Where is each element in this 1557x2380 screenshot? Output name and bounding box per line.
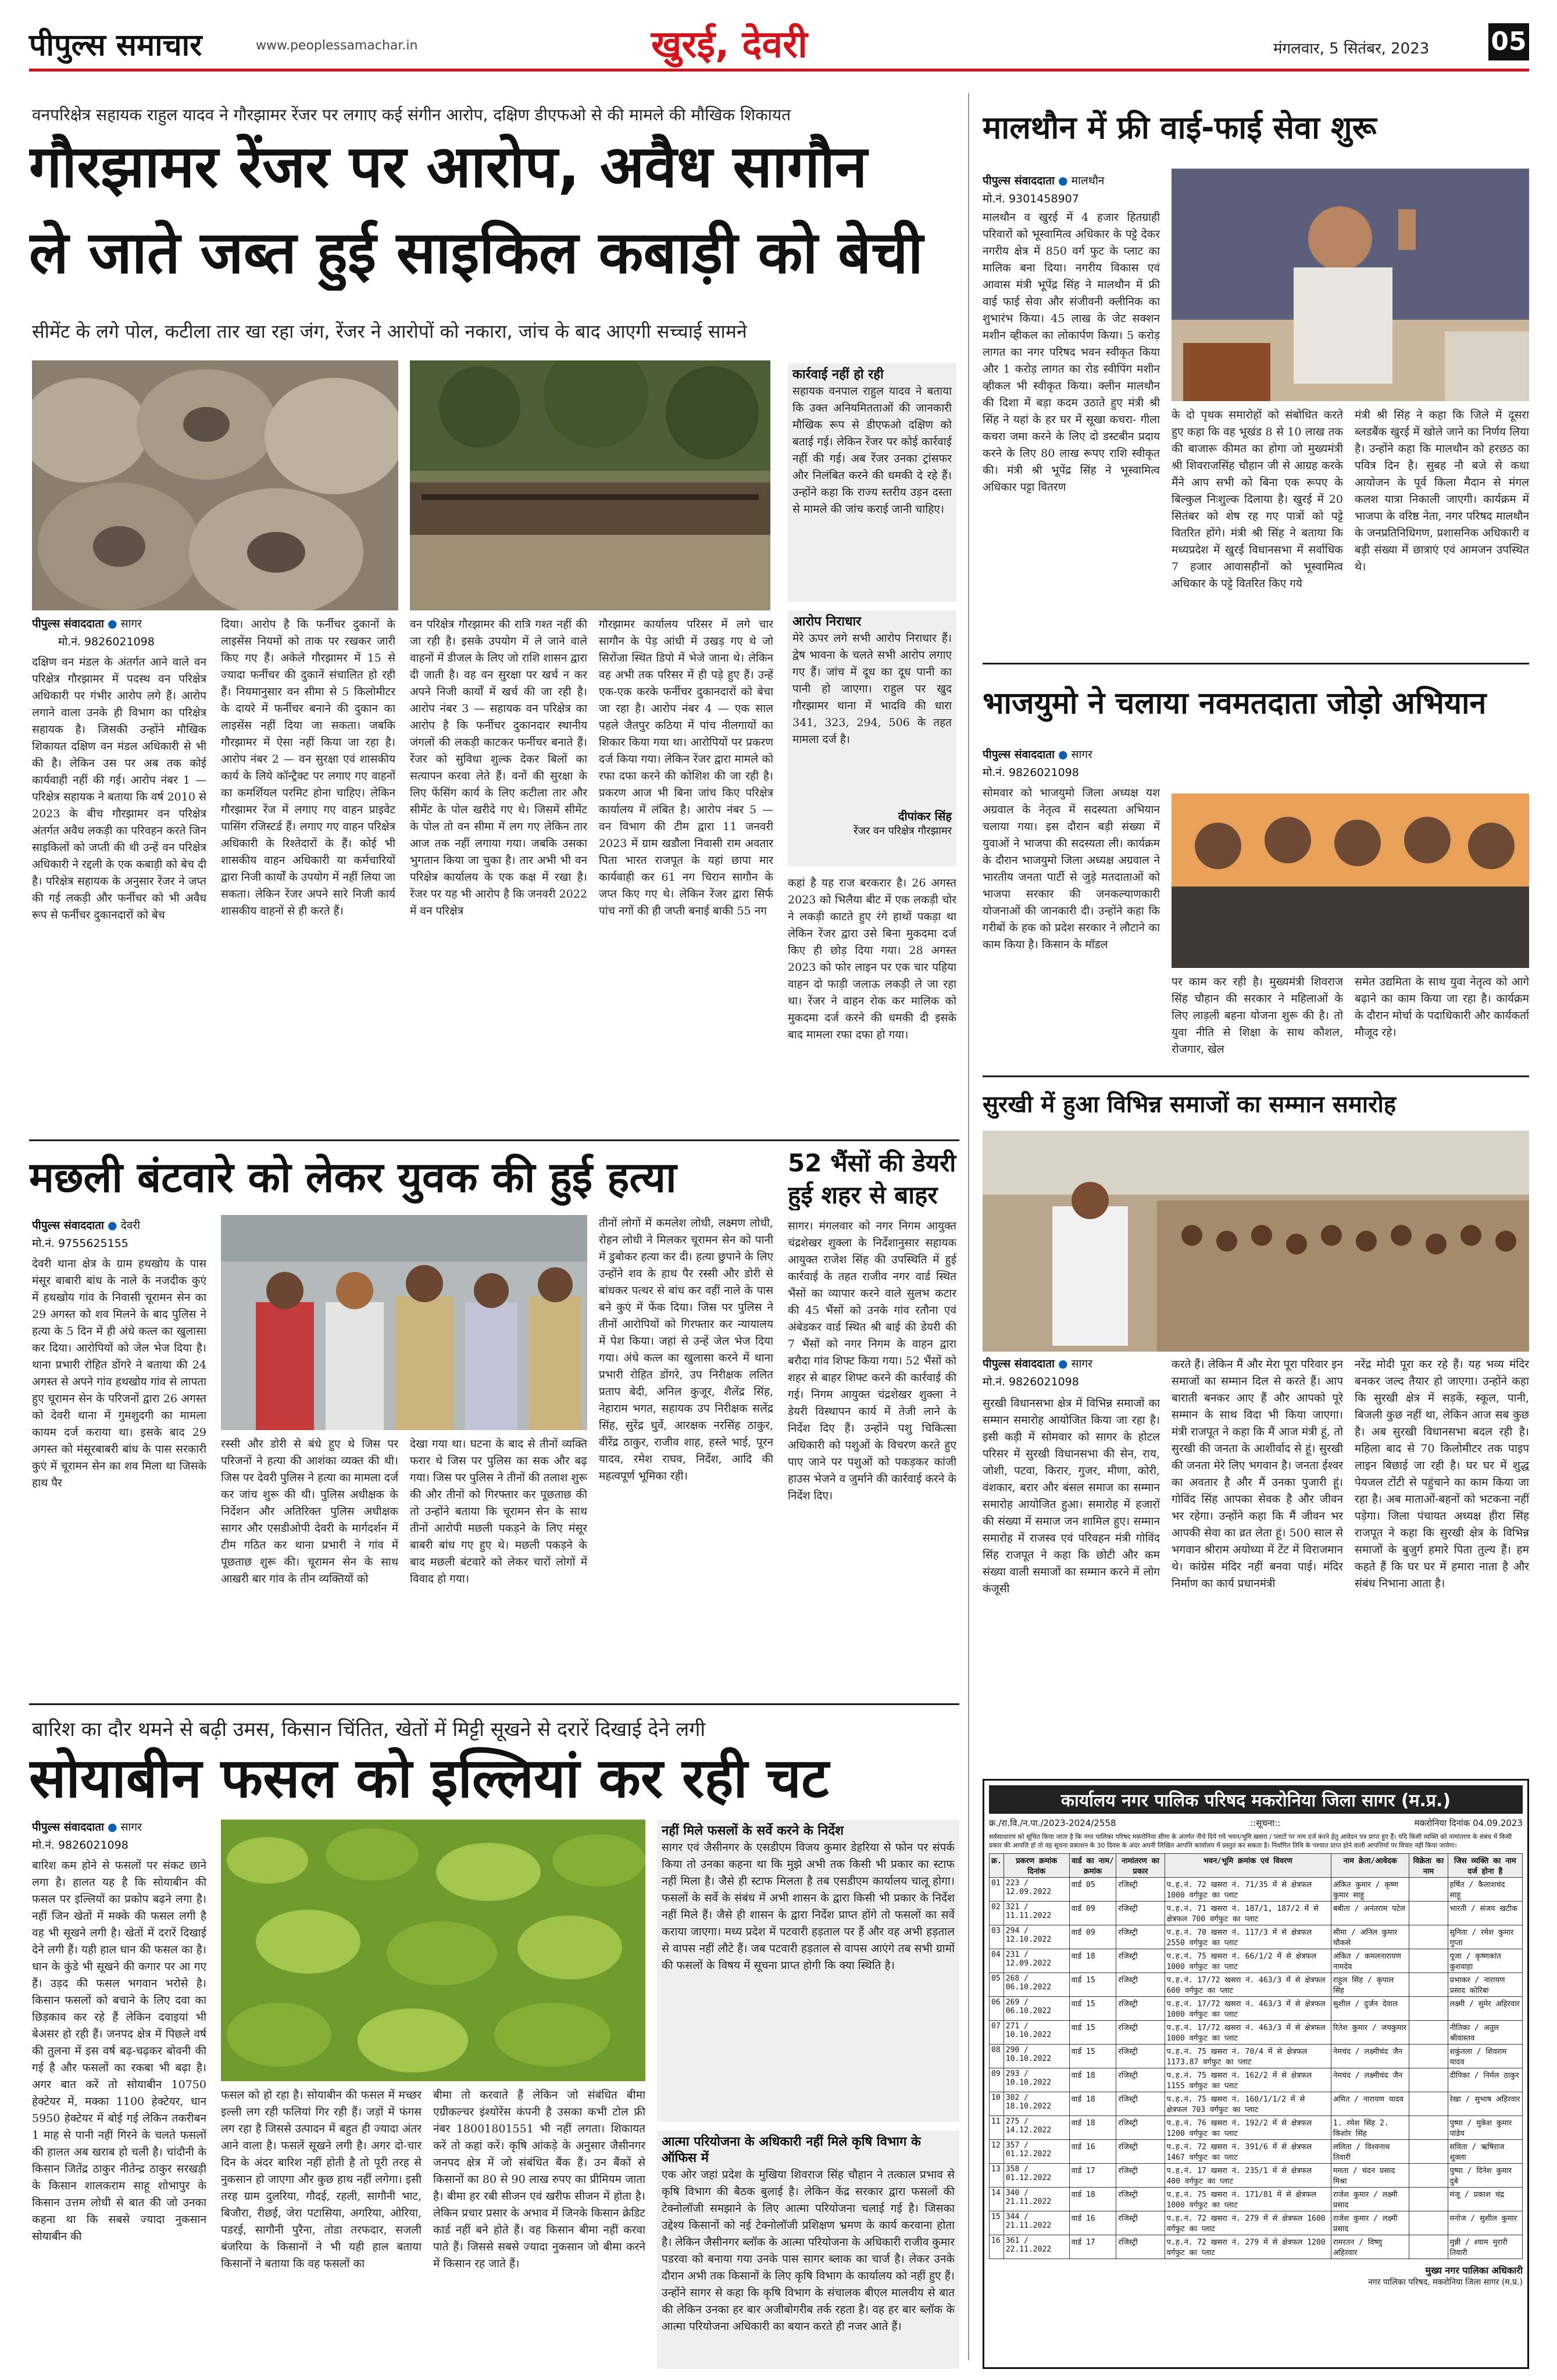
byline-place: सागर — [1071, 748, 1092, 761]
fish-headline: मछली बंटवारे को लेकर युवक की हुई हत्या — [29, 1153, 677, 1202]
rain-byline — [32, 1820, 206, 1835]
table-cell: 358 / 01.12.2022 — [1004, 2164, 1069, 2188]
notice-header-cell: नाम क्रेता/आवेदक — [1331, 1854, 1409, 1878]
samaj-headline: सुरखी में हुआ विभिन्न समाजों का सम्मान समारोह — [983, 1091, 1397, 1118]
table-cell: 09 — [990, 2068, 1004, 2092]
table-cell: रजिस्ट्री — [1116, 1925, 1165, 1949]
table-cell: प.ह.नं. 71 खसरा नं. 187/1, 187/2 में से क्षेत्रफल 700 वर्गफुट का प्लाट — [1165, 1902, 1331, 1925]
table-cell: रजिस्ट्री — [1116, 2021, 1165, 2045]
byline-name: पीपुल्स संवाददाता — [983, 174, 1055, 187]
samaj-mobile: मो.नं. 9826021098 — [983, 1375, 1079, 1388]
dairy-text: सागर। मंगलवार को नगर निगम आयुक्त चंद्रशेखर शुक्ला के निर्देशानुसार सहायक आयुक्त राजेश सिंह की उपस्थिति में हुई कार्रवाई के तहत राजीव नगर वार्ड स्थित भैंसों का व्यापार करने वाले सुलभ कटार की 45 भैंसों को उनके गांव रतौना एवं अंबेडकर वार्ड स्थित श्री बाई की डेयरी की 7 भैंसों को नगर निगम के वाहन द्वारा बरौदा गांव शिफ्ट किया गया। 52 भैंसों को शहर से बाहर शिफ्ट करने की कार्रवाई की गई। निगम आयुक्त चंद्रशेखर शुक्ला ने डेयरी विस्थापन कार्य में तेजी लाने के निर्देश दिए हैं। उन्होंने पशु चिकित्सा अधिकारी को पशुओं के विचरण करते हुए पाए जाने पर पशुओं को पकड़कर कांजी हाउस भेजने व जुर्माने की कार्रवाई करने के निर्देश दिए। — [788, 1220, 956, 1502]
box-signature-name: दीपांकर सिंह — [898, 809, 952, 823]
notice-header-cell: जिस व्यक्ति का नाम दर्ज होना है — [1448, 1854, 1522, 1878]
rain-mobile: मो.नं. 9826021098 — [32, 1839, 128, 1852]
notice-header-cell: नामांतरण का प्रकार — [1116, 1854, 1165, 1878]
table-cell: रजिस्ट्री — [1116, 2188, 1165, 2211]
fish-mobile: मो.नं. 9755625155 — [32, 1237, 128, 1250]
municipal-notice — [983, 1779, 1529, 2369]
section-rule — [983, 663, 1529, 664]
table-cell: शकुंतला / शिवराम यादव — [1448, 2045, 1522, 2068]
table-cell: 344 / 21.11.2022 — [1004, 2211, 1069, 2235]
table-cell: 361 / 22.11.2022 — [1004, 2235, 1069, 2259]
table-cell: रितेश कुमार / जयकुमार — [1331, 2021, 1409, 2045]
table-cell: वार्ड 18 — [1069, 2068, 1116, 2092]
malthoun-column-3: मंत्री श्री सिंह ने कहा कि जिले में दूसरा ब्लडबैंक खुरई में खोले जाने का निर्णय लिया है। उन्होंने कहा कि मालथौन को हरछठ का पवित्र दिन है। सुबह नौ बजे से कथा आयोजन के पूर्व किला मैदान से मंगल कलश यात्रा निकाली जाएगी। कार्यक्रम में भाजपा के वरिष्ठ नेता, नगर परिषद मालथौन के जनप्रतिनिधिगण, प्रशासनिक अधिकारी व बड़ी संख्या में छात्राएं एवं आमजन उपस्थित थे। — [1355, 409, 1529, 573]
table-cell: 302 / 18.10.2022 — [1004, 2092, 1069, 2116]
malthoun-mobile: मो.नं. 9301458907 — [983, 192, 1079, 205]
table-cell — [1409, 1878, 1448, 1902]
lead-headline-line1: गौरझामर रेंजर पर आरोप, अवैध सागौन — [29, 133, 867, 201]
notice-header-row — [990, 1854, 1523, 1878]
photo-soybean-leaves — [221, 1820, 645, 2081]
table-cell: 275 / 14.12.2022 — [1004, 2116, 1069, 2140]
notice-header-cell: विक्रेता का नाम — [1409, 1854, 1448, 1878]
box-text: सागर एवं जैसीनगर के एसडीएम विजय कुमार डेहरिया से फोन पर संपर्क किया तो उनका कहना था कि मुझे अभी तक किसी भी प्रकार का स्टाफ नहीं मिला है। जैसे ही स्टाफ मिलता है तब एसडीएम कार्यालय चालू होगा। फसलों के सर्वे के संबंध में अभी शासन के द्वारा किसी भी प्रकार के निर्देश नहीं मिले हैं। जैसे ही शासन के द्वारा निर्देश प्राप्त होंगे तो फसलों का सर्वे कराया जाएगा। मध्य प्रदेश में पटवारी हड़ताल पर हैं और वह अभी हड़ताल से वापस नहीं लौटे हैं। जब पटवारी हड़ताल से वापस आएंगे तब सभी ग्रामों की फसलों के विषय में सूचना प्राप्त होगी कि क्या स्थिति है। — [662, 1841, 955, 1972]
samaj-column-2: करते हैं। लेकिन मैं और मेरा पूरा परिवार इन समाजों का सम्मान दिल से करते हैं। आप बाराती बनकर आए हैं और आपको पूरे सम्मान के साथ विदा भी किया जाएगा। मंत्री राजपूत ने कहा कि मैं आज मंत्री हूं, तो सुरखी की जनता के आशीर्वाद से हूं। सुरखी की जनता मेरे लिए भगवान है। जनता ईश्वर का अवतार है और मैं उनका पुजारी हूं। गोविंद सिंह आपका सेवक है और जीवन भर रहेगा। उन्होंने कहा कि मैं जीवन भर आपकी सेवा का व्रत लेता हूं। 500 साल से भगवान श्रीराम अयोध्या में टेंट में विराजमान थे। कांग्रेस मंदिर नहीं बनवा पाई। मंदिर निर्माण का कार्य प्रधानमंत्री — [1172, 1358, 1343, 1590]
table-cell: 06 — [990, 1997, 1004, 2021]
box-signature-title: रेंजर वन परिक्षेत्र गौरझामर — [854, 825, 952, 837]
samaj-column-3: नरेंद्र मोदी पूरा कर रहे हैं। यह भव्य मंदिर बनकर जल्द तैयार हो जाएगा। उन्होंने कहा कि सुरखी क्षेत्र में सड़कें, स्कूल, पानी, बिजली कुछ नहीं था, लेकिन आज सब कुछ है। अब सुरखी विधानसभा बदल रही है। महिला बाद से 70 किलोमीटर तक पाइप लाइन बिछाई जा रही है। घर घर में शुद्ध पेयजल टोंटी से पहुंचाने का काम किया जा रहा है। अब माताओं-बहनों को भटकना नहीं पड़ेगा। जिला पंचायत अध्यक्ष हीरा सिंह राजपूत ने कहा कि सुरखी क्षेत्र के विभिन्न समाजों के बुजुर्ग हमारे पिता तुल्य हैं। हम कहते हैं कि घर घर में हमारा नाता है और संबंध निभाना आता है। — [1355, 1358, 1529, 1590]
table-cell: 11 — [990, 2116, 1004, 2140]
table-cell — [1409, 1949, 1448, 1973]
lead-kicker: वनपरिक्षेत्र सहायक राहुल यादव ने गौरझामर रेंजर पर लगाए कई संगीन आरोप, दक्षिण डीएफओ से की मामले की मौखिक शिकायत — [32, 105, 791, 124]
table-cell — [1409, 2140, 1448, 2164]
photo-accused-police — [221, 1215, 587, 1430]
bjym-column-2: पर काम कर रही है। मुख्यमंत्री शिवराज सिंह चौहान की सरकार ने महिलाओं के लिए लाड़ली बहना योजना शुरू की है। तो युवा नीति से शिक्षा के साथ कौशल, रोजगार, खेल — [1172, 975, 1343, 1056]
table-cell: अंकित कुमार / कृष्ण कुमार साहू — [1331, 1878, 1409, 1902]
table-row — [990, 2116, 1523, 2140]
table-cell: राजेश कुमार / लक्ष्मी प्रसाद — [1331, 2211, 1409, 2235]
table-cell: नेमचंद / लक्ष्मीचंद जैन — [1331, 2045, 1409, 2068]
table-cell: प.ह.नं. 17/72 खसरा नं. 463/3 में से क्षेत्रफल 600 वर्गफुट का प्लाट — [1165, 1973, 1331, 1997]
table-cell: 04 — [990, 1949, 1004, 1973]
byline-place: सागर — [120, 1821, 142, 1834]
byline-name: पीपुल्स संवाददाता — [983, 748, 1055, 761]
samaj-byline — [983, 1356, 1157, 1371]
masthead-rule — [29, 69, 1529, 72]
table-cell: वार्ड 17 — [1069, 2164, 1116, 2188]
table-cell: रजिस्ट्री — [1116, 2140, 1165, 2164]
page-number: 05 — [1488, 23, 1529, 60]
table-cell: रजिस्ट्री — [1116, 1949, 1165, 1973]
logo: पीपुल्स समाचार — [29, 28, 202, 63]
table-cell — [1409, 2045, 1448, 2068]
table-cell: प.ह.नं. 75 खसरा नं. 162/2 में से क्षेत्रफल 1155 वर्गफुट का प्लाट — [1165, 2068, 1331, 2092]
table-cell: वार्ड 16 — [1069, 2211, 1116, 2235]
notice-table-body — [990, 1878, 1523, 2259]
table-cell: 02 — [990, 1902, 1004, 1925]
table-cell: वार्ड 18 — [1069, 2092, 1116, 2116]
table-row — [990, 2211, 1523, 2235]
box-text: सहायक वनपाल राहुल यादव ने बताया कि उक्त अनियमितताओं की जानकारी मौखिक रूप से डीएफओ दक्षिण को बताई गई। लेकिन रेंजर पर कोई कार्रवाई नहीं की गई। अब रेंजर उनका ट्रांसफर और निलंबित करने की धमकी दे रहे हैं। उन्होंने कहा कि राज्य स्तरीय उड़न दस्ता से मामले की जांच कराई जानी चाहिए। — [792, 385, 952, 516]
table-cell: वार्ड 15 — [1069, 2045, 1116, 2068]
table-cell: वार्ड 18 — [1069, 1949, 1116, 1973]
rain-column-2: फसल को हो रहा है। सोयाबीन की फसल में मच्छर इल्ली लग रही फलियां गिर रही हैं। जड़ों में फंगस लग रहा है जिससे उत्पादन में बहुत ही ज्यादा अंतर आने वाला है। फसलें सूखने लगी है। अगर दो-चार दिन के अंदर बारिश नहीं होती है तो पूरी तरह से नुकसान हो जाएगा और कुछ हाथ नहीं लगेगा। इसी तरह ग्राम दुलरिया, गौदई, रहली, सागौनी भाट, बिजौरा, रीछई, जेरा पटासिया, अगरिया, ओरिया, पडरई, सागौनी पुरैना, तोडा तरफदार, सजली बंजरिया के किसानों ने भी यही हाल बताया किसानों ने बताया कि वह फसलों का — [221, 2089, 422, 2270]
notice-header-cell: क्र. — [990, 1854, 1004, 1878]
table-cell: 16 — [990, 2235, 1004, 2259]
dairy-headline-line2: हुई शहर से बाहर — [788, 1181, 938, 1209]
table-cell: प.ह.नं. 75 खसरा नं. 66/1/2 में से क्षेत्रफल 1000 वर्गफुट का प्लाट — [1165, 1949, 1331, 1973]
table-cell — [1409, 1973, 1448, 1997]
table-cell: नेमचंद / लक्ष्मीचंद जैन — [1331, 2068, 1409, 2092]
table-cell: 231 / 12.09.2022 — [1004, 1949, 1069, 1973]
table-cell: राजेश कुमार / लक्ष्मी प्रसाद — [1331, 2188, 1409, 2211]
rain-headline: सोयाबीन फसल को इल्लियां कर रही चट — [29, 1747, 829, 1810]
table-cell: 290 / 10.10.2022 — [1004, 2045, 1069, 2068]
notice-table — [989, 1853, 1523, 2259]
table-cell: 15 — [990, 2211, 1004, 2235]
table-row — [990, 1973, 1523, 1997]
table-cell: मनोज / सुशील कुमार — [1448, 2211, 1522, 2235]
table-cell: रजिस्ट्री — [1116, 1878, 1165, 1902]
table-cell: रजिस्ट्री — [1116, 2211, 1165, 2235]
notice-header-cell: प्रकरण क्रमांक दिनांक — [1004, 1854, 1069, 1878]
lead-column-4: गौरझामर कार्यालय परिसर में लगे चार सागौन के पेड़ आंधी में उखड़ गए थे जो सिरोंजा स्थित डिपो में भेजे जाना थे। लेकिन वह अभी तक परिसर में ही पड़े हुए हैं। उन्हें एक-एक करके फर्नीचर दुकानदारों को बेचा जा रहा है। आरोप नंबर 4 — एक साल पहले जैतपुर कठिया में पांच नीलगायों का शिकार किया गया था। आरोपियों पर प्रकरण दर्ज किया गया। लेकिन रेंजर द्वारा मामले को रफा दफा करने की कोशिश की जा रही है। प्रकरण आज भी बिना जांच किए परिक्षेत्र कार्यालय में लंबित है। आरोप नंबर 5 — वन विभाग की टीम द्वारा 11 जनवरी 2023 में ग्राम खडौला निवासी राम अवतार पिता भारत राजपूत के यहां छापा मार कार्यवाही कर 61 नग चिरान सागौन के जप्त किए गए थे। लेकिन रेंजर द्वारा सिर्फ पांच नगों की ही जप्ती बनाई बाकी 55 नग — [599, 618, 773, 917]
table-cell: हर्षित / कैलाशचंद साहू — [1448, 1878, 1522, 1902]
table-cell — [1409, 1997, 1448, 2021]
notice-intro: सर्वसाधारण को सूचित किया जाता है कि नगर पालिका परिषद मकरोनिया सीमा के अंतर्गत नीचे दिये गये भवन/भूमि खसरा / प्लाटों पर नाम दर्ज करने हेतु आवेदन पत्र प्राप्त हुए हैं। यदि किसी व्यक्ति को नामांतरण के संबंध में किसी प्रकार की आपत्ति हो तो वह सूचना प्रकाशन के 30 दिवस के अंदर अपनी लिखित आपत्ति कार्यालय में प्रस्तुत कर सकता है। निर्धारित तिथि के पश्चात प्राप्त होने वाली आपत्तियों पर विचार नहीं किया जावेगा। — [989, 1833, 1512, 1849]
table-cell — [1409, 2068, 1448, 2092]
lead-box-no-action — [788, 363, 956, 602]
table-row — [990, 2188, 1523, 2211]
table-cell: भारती / संजय खटीक — [1448, 1902, 1522, 1925]
notice-refline — [989, 1817, 1523, 1829]
table-cell: सुशील / दुर्जन देवाल — [1331, 1997, 1409, 2021]
byline-place: मालथौन — [1071, 174, 1105, 187]
website[interactable]: www.peoplessamachar.in — [256, 38, 418, 53]
table-cell: वार्ड 17 — [1069, 2235, 1116, 2259]
table-cell: प.ह.नं. 75 खसरा नं. 160/1/1/2 में से क्षेत्रफल 703 वर्गफुट का प्लाट — [1165, 2092, 1331, 2116]
bjym-column-3: समेत उद्यमिता के साथ युवा नेतृत्व को आगे बढ़ाने का काम किया जा रहा है। कार्यक्रम के दौरान मोर्चा के पदाधिकारी और कार्यकर्ता मौजूद रहे। — [1355, 975, 1529, 1039]
fish-column-2: रस्सी और डोरी से बंधे हुए थे जिस पर परिजनों ने हत्या की आशंका व्यक्त की थी। जिस पर देवरी पुलिस ने हत्या का मामला दर्ज कर जांच शुरू की थी। पुलिस अधीक्षक के निर्देशन और अतिरिक्त पुलिस अधीक्षक सागर और एसडीओपी देवरी के मार्गदर्शन में टीम गठित कर थाना प्रभारी ने गांव में पूछताछ शुरू की। चूरामन सेन के साथ आखरी बार गांव के तीन व्यक्तियों को — [221, 1438, 398, 1585]
box-text: एक ओर जहां प्रदेश के मुखिया शिवराज सिंह चौहान ने तत्काल प्रभाव से कृषि विभाग की बैठक बुलाई है। लेकिन केंद्र सरकार द्वारा फसलों की टेक्नोलॉजी समझाने के लिए आत्मा परियोजना चलाई गई है। जिसका उद्देश्य किसानों को नई टेक्नोलॉजी प्रशिक्षण भ्रमण के कार्य करवाना होता है। लेकिन जैसीनगर ब्लॉक के आत्मा परियोजना के अधिकारी राजीव कुमार पडरवा को बनाया गया उनके पास सागर ब्लाक का चार्ज है। लेकर उनके दौरान अभी तक किसानों के लिए कृषि विभाग के कार्यालय को नहीं हुए हैं। उन्होंने सागर से कहा कि कृषि विभाग के संचालक बीएल मालवीय से बात की लेकिन उनका हर बार अजीबोगरीब तर्क रहता है। वह हर बार ब्लॉक के आत्मा परियोजना अधिकारी का बयान करते ही नजर आते हैं। — [662, 2168, 955, 2333]
malthoun-column-1: मालथौन व खुरई में 4 हजार हितग्राही परिवारों को भूस्वामित्व अधिकार के पट्टे देकर नगरीय क्षेत्र में 850 वर्ग फुट के प्लाट का मालिक बना दिया। नगरीय विकास एवं आवास मंत्री भूपेंद्र सिंह ने मालथौन में फ्री वाई फाई सेवा और संजीवनी क्लीनिक का शुभारंभ किया। 45 लाख के जेट सक्शन मशीन व्हीकल का लोकार्पण किया। 5 करोड़ लागत का नगर परिषद भवन स्वीकृत किया और 1 करोड़ लागत का रोड स्वीपिंग मशीन व्हीकल भी स्वीकृत किया। क्लीन मालथौन की दिशा में बड़ा कदम उठाते हुए मंत्री श्री सिंह ने यहां के हर घर में सूखा कचरा- गीला कचरा जमा करने के लिए दो डस्टबीन प्रदाय करने के लिए 80 लाख रूपए राशि स्वीकृत की। मंत्री श्री भूपेंद्र सिंह ने भूस्वामित्व अधिकार पट्टा वितरण — [983, 211, 1160, 494]
table-cell: प.ह.नं. 72 खसरा नं. 279 में से क्षेत्रफल 1200 वर्गफुट का प्लाट — [1165, 2235, 1331, 2259]
table-cell: 1. रमेश सिंह 2. किशोर सिंह — [1331, 2116, 1409, 2140]
fish-column-1: देवरी थाना क्षेत्र के ग्राम हथखोय के पास मंसूर बाबारी बांध के नाले के नजदीक कुएं में हथखोय गांव के निवासी चूरामन सेन का 29 अगस्त को शव मिलने के बाद पुलिस ने हत्या के 5 दिन में ही अंधे कत्ल का खुलासा कर दिया। आरोपियों को जेल भेज दिया है। थाना प्रभारी रोहित डोंगरे ने बताया की 24 अगस्त से अपने गांव हथखोय गांव से लापता हुए चूरामन सेन के परिजनों द्वारा 26 अगस्त को देवरी थाना में गुमशुदगी का मामला कायम दर्ज कराया था। इसके बाद 29 अगस्त को मंसूरबाबरी बांध के पास सरकारी कुएं में चूरामन सेन का शव मिला था जिसके हाथ पैर — [32, 1257, 206, 1489]
lead-box-baseless — [788, 610, 956, 866]
table-cell: प्रभाकर / नारायण प्रसाद कोरिबा — [1448, 1973, 1522, 1997]
section-rule — [29, 1703, 959, 1705]
table-cell: वार्ड 16 — [1069, 2140, 1116, 2164]
table-row — [990, 2235, 1523, 2259]
bjym-column-1: सोमवार को भाजयुमो जिला अध्यक्ष यश अग्रवाल के नेतृत्व में सदस्यता अभियान चलाया गया। इस दौरान बड़ी संख्या में युवाओं ने भाजपा की सदस्यता ली। कार्यक्रम के दौरान भाजयुमो जिला अध्यक्ष अग्रवाल ने भारतीय जनता पार्टी से जुड़े मतदाताओं को भाजपा सरकार की जनकल्याणकारी योजनाओं की जानकारी दी। उन्होंने कहा कि गरीबों के हक को प्रदेश सरकार ने लौटाने का काम किया है। किसान के मॉडल — [983, 787, 1160, 951]
table-cell: राहुल सिंह / कृपाल सिंह — [1331, 1973, 1409, 1997]
table-cell: बबीता / अनंतराम पटेल — [1331, 1902, 1409, 1925]
table-cell: सविता / ऋषिराज शुक्ला — [1448, 2140, 1522, 2164]
table-cell: प.ह.नं. 75 खसरा नं. 70/4 में से क्षेत्रफल 1173.87 वर्गफुट का प्लाट — [1165, 2045, 1331, 2068]
table-cell: प.ह.नं. 70 खसरा नं. 117/3 में से क्षेत्रफल 2550 वर्गफुट का प्लाट — [1165, 1925, 1331, 1949]
table-cell: प.ह.नं. 76 खसरा नं. 192/2 में से क्षेत्रफल 1200 वर्गफुट का प्लाट — [1165, 2116, 1331, 2140]
table-cell: 08 — [990, 2045, 1004, 2068]
table-cell: रजिस्ट्री — [1116, 1973, 1165, 1997]
section-title: खुरई, देवरी — [651, 23, 808, 66]
table-cell — [1409, 2235, 1448, 2259]
table-cell: 10 — [990, 2092, 1004, 2116]
notice-signature: मुख्य नगर पालिका अधिकारी — [1425, 2265, 1523, 2276]
table-cell: वार्ड 18 — [1069, 2188, 1116, 2211]
box-title: नहीं मिले फसलों के सर्वे करने के निर्देश — [662, 1824, 844, 1838]
column-divider — [968, 93, 969, 2360]
table-cell: रजिस्ट्री — [1116, 2045, 1165, 2068]
byline-dot-icon: ● — [1058, 174, 1068, 187]
dairy-headline-line1: 52 भैंसों की डेयरी — [788, 1149, 956, 1177]
table-cell: 03 — [990, 1925, 1004, 1949]
table-row — [990, 1997, 1523, 2021]
table-cell: रजिस्ट्री — [1116, 2092, 1165, 2116]
lead-column-3: वन परिक्षेत्र गौरझामर की रात्रि गश्त नहीं की जा रही है। इसके उपयोग में ले जाने वाले वाहनों में डीजल के लिए जो राशि शासन द्वारा दी जाती है। वह वन सुरक्षा पर खर्च न कर अपने निजी कार्यों में खर्च की जा रही है। आरोप नंबर 3 — सहायक वन परिक्षेत्र का आरोप है कि फर्नीचर दुकानदार स्थानीय जंगलों की लकड़ी काटकर फर्नीचर बनाते हैं। रेंजर को सुविधा शुल्क देकर बिलों का सत्यापन करवा लेते हैं। वनों की सुरक्षा के लिए फेंसिंग कार्य के लिए कटीला तार और सीमेंट के पोल खरीदे गए थे। जिसमें सीमेंट के पोल तो वन सीमा में लग गए लेकिन तार आज तक नहीं लगाया गया। जबकि उसका भुगतान किया जा चुका है। तार अभी भी वन परिक्षेत्र कार्यालय के एक कक्ष में रखा है। रेंजर पर यह भी आरोप है कि जनवरी 2022 में वन परिक्षेत्र — [410, 618, 587, 917]
lead-headline-line2: ले जाते जब्त हुई साइकिल कबाड़ी को बेची — [29, 219, 923, 287]
malthoun-headline: मालथौन में फ्री वाई-फाई सेवा शुरू — [983, 109, 1377, 146]
notice-label: ::सूचना:: — [1250, 1818, 1281, 1828]
date: मंगलवार, 5 सितंबर, 2023 — [1273, 40, 1430, 58]
table-cell — [1409, 1925, 1448, 1949]
table-cell: मुन्नी / श्याम मुरारी तिवारी — [1448, 2235, 1522, 2259]
table-cell: रजिस्ट्री — [1116, 2235, 1165, 2259]
notice-date: मकरोनिया दिनांक 04.09.2023 — [1414, 1818, 1523, 1828]
table-row — [990, 2021, 1523, 2045]
photo-bjym-group — [1172, 741, 1529, 968]
bjym-mobile: मो.नं. 9826021098 — [983, 766, 1079, 779]
fish-column-4: तीनों लोगों में कमलेश लोधी, लक्ष्मण लोधी, रोहन लोधी ने मिलकर चूरामन सेन को पानी में डुबोकर हत्या कर दी। हत्या छुपाने के लिए उन्होंने शव के हाथ पैर रस्सी और डोरी से बांधकर पत्थर से बांध कर वहीं नाले के पास बने कुएं में फेंक दिया। जिस पर पुलिस ने तीनों आरोपियों को गिरफ्तार कर न्यायालय में पेश किया। जहां से उन्हें जेल भेज दिया गया। अंधे कत्ल का खुलासा करने में थाना प्रभारी रोहित डोंगरे, उप निरीक्षक ललित प्रताप बेदी, अनिल कुजूर, शैलेंद्र सिंह, नेहाराम भगत, सहायक उप निरीक्षक सलेंद्र सिंह, सुरेंद्र धुर्वे, आरक्षक नरसिंह ठाकुर, वीरेंद्र ठाकुर, राजीव शाह, हस्ले भाई, पूरन यादव, रमेश राघव, निर्देश, आदि की महत्वपूर्ण भूमिका रही। — [599, 1217, 773, 1482]
notice-header-cell: वार्ड का नाम/क्रमांक — [1069, 1854, 1116, 1878]
box-title: कार्रवाई नहीं हो रही — [792, 367, 884, 382]
notice-header-cell: भवन/भूमि क्रमांक एवं विवरण — [1165, 1854, 1331, 1878]
lead-mobile: मो.नं. 9826021098 — [58, 635, 155, 648]
table-cell: अंकित / कमलनारायण नामदेव — [1331, 1949, 1409, 1973]
table-row — [990, 1949, 1523, 1973]
table-cell — [1409, 2092, 1448, 2116]
table-row — [990, 2164, 1523, 2188]
rain-column-3: बीमा तो करवाते हैं लेकिन जो संबंधित बीमा एग्रीकल्चर इंश्योरेंस कंपनी है उसका कभी टोल फ्री नंबर 18001801551 भी नहीं लगता। शिकायत करें तो कहां करें। कृषि आंकड़े के अनुसार जैसीनगर जनपद क्षेत्र में जो संबंधित बैंक हैं। उन बैंकों से किसानों का 80 से 90 लाख रुपए का प्रीमियम जाता है। बीमा हर रबी सीजन एवं खरीफ सीजन में होता है। लेकिन प्रचार प्रसार के अभाव में जिनके किसान क्रेडिट कार्ड नहीं बने होते हैं। वह किसान बीमा नहीं करवा पाते हैं। जिससे सबसे ज्यादा नुकसान जो बीमा करने में किसान रह जाते हैं। — [433, 2089, 645, 2270]
table-cell: प.ह.नं. 72 खसरा नं. 71/35 में से क्षेत्रफल 1000 वर्गफुट का प्लाट — [1165, 1878, 1331, 1902]
table-cell: वार्ड 09 — [1069, 1925, 1116, 1949]
table-cell: प.ह.नं. 75 खसरा नं. 171/81 में से क्षेत्रफल 1000 वर्गफुट का प्लाट — [1165, 2188, 1331, 2211]
table-row — [990, 2068, 1523, 2092]
rain-box-no-survey — [657, 1820, 959, 2122]
masthead — [0, 0, 1557, 81]
table-cell: वार्ड 15 — [1069, 1973, 1116, 1997]
table-cell: सीमा / अनिल कुमार चौकसे — [1331, 1925, 1409, 1949]
table-cell: 293 / 10.10.2022 — [1004, 2068, 1069, 2092]
byline-dot-icon: ● — [108, 1821, 117, 1834]
table-cell — [1409, 2164, 1448, 2188]
table-cell: लक्ष्मी / सुमेर अहिरवार — [1448, 1997, 1522, 2021]
table-cell — [1409, 2211, 1448, 2235]
photo-minister-speech — [1172, 169, 1529, 401]
notice-ref: क्र./रा.वि./न.पा./2023-2024/2558 — [989, 1818, 1116, 1828]
byline-place: देवरी — [120, 1219, 140, 1232]
table-cell: रजिस्ट्री — [1116, 2068, 1165, 2092]
bjym-byline — [983, 747, 1157, 762]
table-cell: पुष्पा / दिनेश कुमार दुबे — [1448, 2164, 1522, 2188]
table-cell — [1409, 2188, 1448, 2211]
table-cell: 268 / 06.10.2022 — [1004, 1973, 1069, 1997]
table-cell — [1409, 2021, 1448, 2045]
table-cell: रजिस्ट्री — [1116, 2164, 1165, 2188]
table-cell: 223 / 12.09.2022 — [1004, 1878, 1069, 1902]
table-row — [990, 1878, 1523, 1902]
notice-title: कार्यालय नगर पालिक परिषद मकरोनिया जिला सागर (म.प्र.) — [989, 1785, 1523, 1814]
table-cell: वार्ड 15 — [1069, 1997, 1116, 2021]
table-cell: 357 / 01.12.2022 — [1004, 2140, 1069, 2164]
table-cell: 321 / 11.11.2022 — [1004, 1902, 1069, 1925]
table-cell: 05 — [990, 1973, 1004, 1997]
table-row — [990, 1902, 1523, 1925]
byline-name: पीपुल्स संवाददाता — [983, 1357, 1055, 1370]
table-cell: वार्ड 09 — [1069, 1902, 1116, 1925]
table-row — [990, 2140, 1523, 2164]
table-cell: 269 / 06.10.2022 — [1004, 1997, 1069, 2021]
rain-kicker: बारिश का दौर थमने से बढ़ी उमस, किसान चिंतित, खेतों में मिट्टी सूखने से दरारें दिखाई देने लगी — [32, 1718, 706, 1741]
fish-column-3: देखा गया था। घटना के बाद से तीनों व्यक्ति फरार थे जिस पर पुलिस का सक और बढ़ गया। जिस पर पुलिस ने तीनों की तलाश शुरू की और तीनों को गिरफ्तार कर पूछताछ की तो उन्होंने बताया कि चूरामन सेन के साथ तीनों आरोपी मछली पकड़ने के लिए मंसूर बाबरी बांध गए हुए थे। मछली पकड़ने के बाद मछली बंटवारे को लेकर चारों लोगों में विवाद हो गया। — [410, 1438, 587, 1585]
table-cell: 294 / 12.10.2022 — [1004, 1925, 1069, 1949]
table-cell: नीतिका / अतुल श्रीवास्तव — [1448, 2021, 1522, 2045]
table-cell: 271 / 10.10.2022 — [1004, 2021, 1069, 2045]
table-cell: प.ह.नं. 17/72 खसरा नं. 463/3 में से क्षेत्रफल 1000 वर्गफुट का प्लाट — [1165, 2021, 1331, 2045]
lead-column-1: दक्षिण वन मंडल के अंतर्गत आने वाले वन परिक्षेत्र गौरझामर में पदस्थ वन परिक्षेत्र अधिकारी पर गंभीर आरोप लगे हैं। आरोप लगाने वाला उनके ही विभाग का परिक्षेत्र सहायक है। जिसकी उन्होंने मौखिक शिकायत दक्षिण वन मंडल अधिकारी से भी की है। लेकिन उस पर अब तक कोई कार्यवाही नहीं की गई। आरोप नंबर 1 — परिक्षेत्र सहायक ने बताया कि वर्ष 2010 से 2023 के बीच गौरझामर वन परिक्षेत्र अंतर्गत अवैध लकड़ी का परिवहन करते जिन साइकिलों को जप्ती की थी उन्हें वन परिक्षेत्र अधिकारी ने रद्दली के एक कबाड़ी को बेच दी है। परिक्षेत्र सहायक के अनुसार रेंजर ने जप्त की गई लकड़ी और फर्नीचर को भी अवैध रूप से फर्नीचर दुकानदारों को बेच — [32, 656, 206, 921]
samaj-column-1: सुरखी विधानसभा क्षेत्र में विभिन्न समाजों का सम्मान समारोह आयोजित किया जा रहा है। इसी कड़ी में सोमवार को सागर के होटल परिसर में सुरखी विधानसभा की सेन, राय, जोशी, पटवा, किरार, गुजर, मीणा, कोरी, वंशकार, बरार और बंसल समाज का सम्मान समारोह आयोजित हुआ। समारोह में हजारों की संख्या में समाज जन शामिल हुए। सम्मान समारोह में राजस्व एवं परिवहन मंत्री गोविंद सिंह राजपूत ने कहा कि छोटी और कम संख्या वाली समाजों का सम्मान करने में लोग कंजूसी — [983, 1397, 1160, 1595]
table-cell: 14 — [990, 2188, 1004, 2211]
table-cell: दीपिका / निर्मल ठाकुर — [1448, 2068, 1522, 2092]
malthoun-column-2: के दो पृथक समारोहों को संबोधित करते हुए कहा कि वह भूखंड 8 से 10 लाख तक की बाजारू कीमत का होगा जो मुख्यमंत्री श्री शिवराजसिंह चौहान जी से आग्रह करके मैंने आप सभी को बिना एक रूपए के बिल्कुल निःशुल्क दिलाया है। खुरई में 20 सितंबर को शेष रह गए पात्रों को पट्टे वितरित होंगे। मंत्री श्री सिंह ने बताया कि मध्यप्रदेश में खुरई विधानसभा में सर्वाधिक 7 हजार आवासहीनों को भूस्वामित्व अधिकार के पट्टे वितरित किए गये — [1172, 409, 1343, 590]
table-cell: 13 — [990, 2164, 1004, 2188]
notice-signature-office: नगर पालिका परिषद, मकरोनिया जिला सागर (म.प्र.) — [1367, 2278, 1523, 2287]
rain-column-1: बारिश कम होने से फसलों पर संकट छाने लगा है। हालत यह है कि सोयाबीन की फसल पर इल्लियों का प्रकोप बढ़ने लगा है। नहीं जिन खेतों में मक्के की फसल लगी है वह भी सूखने लगी है। खेतों में दरारें दिखाई देने लगी हैं। यही हाल धान की फसल का है। धान के कुंडे भी सूखने की कगार पर आ गए हैं। उड़द की फसल भगवान भरोसे है। किसान फसलों को बचाने के लिए दवा का छिड़काव कर रहे हैं लेकिन दवाइयां भी बेअसर हो रही हैं। जनपद क्षेत्र में पिछले वर्ष की तुलना में इस वर्ष बढ़-चढ़कर बोवनी की गई है और फसलों का रकबा भी बढ़ा है। अगर बात करें तो सोयाबीन 10750 हेक्टेयर में, मक्का 1100 हेक्टेयर, धान 5950 हेक्टेयर में बोई गई लेकिन तकरीबन 1 माह से पानी नहीं गिरने के चलते फसलों की हालत अब खराब हो चली है। चांदौनी के किसान जितेंद्र ठाकुर नीतेन्द्र ठाकुर सरखड़ी के किसान शालकराम साहू शोभापुर के किसान उत्तम लोधी से बात की जो उनका कहना था कि सबसे ज्यादा नुकसान सोयाबीन की — [32, 1859, 206, 2243]
table-cell: वार्ड 18 — [1069, 2116, 1116, 2140]
table-cell: रजिस्ट्री — [1116, 2116, 1165, 2140]
table-cell: वार्ड 15 — [1069, 2021, 1116, 2045]
table-row — [990, 1925, 1523, 1949]
table-cell: प.ह.नं. 72 खसरा नं. 391/6 में से क्षेत्रफल 1467 वर्गफुट का प्लाट — [1165, 2140, 1331, 2164]
byline-name: पीपुल्स संवाददाता — [32, 1219, 104, 1232]
table-cell: प.ह.नं. 17 खसरा नं. 235/1 में से क्षेत्रफल 400 वर्गफुट का प्लाट — [1165, 2164, 1331, 2188]
table-cell: रजिस्ट्री — [1116, 1902, 1165, 1925]
table-row — [990, 2092, 1523, 2116]
table-cell — [1409, 1902, 1448, 1925]
byline-name: पीपुल्स संवाददाता — [32, 1821, 104, 1834]
table-cell: 340 / 21.11.2022 — [1004, 2188, 1069, 2211]
lead-column-5: कहां है यह राज बरकरार है। 26 अगस्त 2023 को भिलैया बीट में एक लकड़ी चोर ने लकड़ी काटते हुए रंगे हाथों पकड़ा था लेकिन रेंजर द्वारा उसे बिना मुकदमा दर्ज किए ही छोड़ दिया गया। 28 अगस्त 2023 को फोर लाइन पर एक चार पहिया वाहन दो फाड़ी जलाऊ लकड़ी ले जा रहा था। रेंजर ने वाहन रोक कर मालिक को मुकदमा दर्ज करने की धमकी दी इसके बाद मामला रफा दफा हो गया। — [788, 877, 956, 1041]
box-text: मेरे ऊपर लगे सभी आरोप निराधार हैं। द्वेष भावना के चलते सभी आरोप लगाए गए हैं। जांच में दूध का दूध पानी का पानी हो जाएगा। राहुल पर खुद गौरझामर थाना में भादवि की धारा 341, 323, 294, 506 के तहत मामला दर्ज है। — [792, 632, 952, 746]
lead-column-2: दिया। आरोप है कि फर्नीचर दुकानों के लाइसेंस नियमों को ताक पर रखकर जारी किए गए हैं। अकेले गौरझामर में 15 से ज्यादा फर्नीचर की दुकानें संचालित हो रही हैं। नियमानुसार वन सीमा से 5 किलोमीटर के दायरे में फर्नीचर बनाने की दुकान का लाइसेंस नहीं दिया जा सकता। जबकि गौरझामर में ऐसा नहीं किया जा रहा है। आरोप नंबर 2 — वन सुरक्षा एवं शासकीय कार्य के लिये कॉन्ट्रैक्ट पर लगाए गए वाहनों का कमर्शियल परमिट होना चाहिए। लेकिन गौरझामर रेंज में लगाए गए वाहन प्राइवेट पासिंग रजिस्टर्ड हैं। लगाए गए वाहन परिक्षेत्र अधिकारी के रिश्तेदारों के हैं। कोई भी शासकीय वाहन अधिकारी या कर्मचारियों द्वारा निजी कार्यों के उपयोग में नहीं लिया जा सकता। लेकिन रेंजर अपने सारे निजी कार्य शासकीय वाहनों से ही करते हैं। — [221, 618, 395, 917]
fish-byline — [32, 1218, 206, 1233]
table-cell: अमित / नारायण यादव — [1331, 2092, 1409, 2116]
rain-box-atma — [657, 2131, 959, 2369]
table-cell: 07 — [990, 2021, 1004, 2045]
byline-place: सागर — [1071, 1357, 1092, 1370]
table-cell: मंजू / प्रकाश चंद्र — [1448, 2188, 1522, 2211]
table-row — [990, 2045, 1523, 2068]
table-cell: प.ह.नं. 17/72 खसरा नं. 463/3 में से क्षेत्रफल 1000 वर्गफुट का प्लाट — [1165, 1997, 1331, 2021]
table-cell — [1409, 2116, 1448, 2140]
byline-dot-icon: ● — [108, 617, 117, 630]
box-title: आरोप निराधार — [792, 614, 862, 629]
byline-dot-icon: ● — [1058, 748, 1068, 761]
table-cell: 12 — [990, 2140, 1004, 2164]
photo-wire-coils — [32, 360, 398, 610]
section-rule — [29, 1139, 959, 1141]
lead-subhead: सीमेंट के लगे पोल, कटीला तार खा रहा जंग, रेंजर ने आरोपों को नकारा, जांच के बाद आएगी सच्चाई सामने — [32, 320, 747, 342]
byline-dot-icon: ● — [1058, 1357, 1068, 1370]
section-rule — [983, 1075, 1529, 1077]
table-cell: पुष्पा / मुकेश कुमार पांडेय — [1448, 2116, 1522, 2140]
table-cell: वार्ड 05 — [1069, 1878, 1116, 1902]
photo-samaj-ceremony — [983, 1131, 1529, 1352]
table-cell: प.ह.नं. 72 खसरा नं. 279 में से क्षेत्रफल 1600 वर्गफुट का प्लाट — [1165, 2211, 1331, 2235]
byline-dot-icon: ● — [108, 1219, 117, 1232]
box-title: आत्मा परियोजना के अधिकारी नहीं मिले कृषि विभाग के ऑफिस में — [662, 2135, 921, 2165]
table-cell: रेखा / सुभाष अहिरवार — [1448, 2092, 1522, 2116]
byline-name: पीपुल्स संवाददाता — [32, 617, 104, 630]
table-cell: ललिता / विश्वनाथ तिवारी — [1331, 2140, 1409, 2164]
table-cell: सुनिता / रमेश कुमार गुप्ता — [1448, 1925, 1522, 1949]
table-cell: 01 — [990, 1878, 1004, 1902]
bjym-headline: भाजयुमो ने चलाया नवमतदाता जोड़ो अभियान — [983, 686, 1487, 721]
byline-place: सागर — [120, 617, 142, 630]
malthoun-byline — [983, 173, 1157, 188]
photo-seized-cycles — [410, 360, 770, 610]
table-cell: रजिस्ट्री — [1116, 1997, 1165, 2021]
table-cell: पूजा / कृष्णकांत कुशवाहा — [1448, 1949, 1522, 1973]
table-cell: रामरतन / विष्णु अहिरवार — [1331, 2235, 1409, 2259]
table-cell: ममता / चंदन प्रसाद मिश्रा — [1331, 2164, 1409, 2188]
